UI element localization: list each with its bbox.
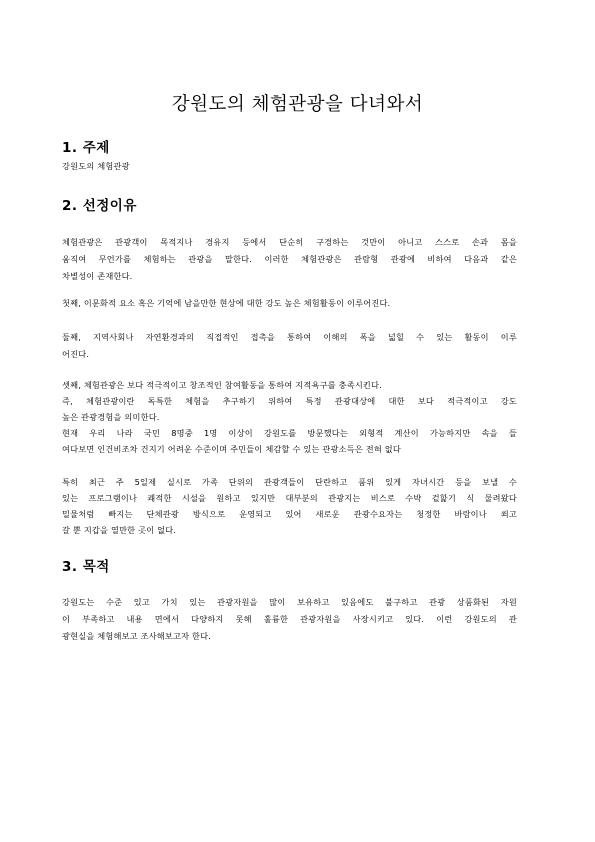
paragraph-line: 차별성이 존재한다. — [62, 271, 133, 281]
section-heading-topic: 1. 주제 — [62, 140, 110, 156]
paragraph-line: 체험관광은 관광객이 목적지나 경유지 등에서 단순히 구경하는 것만이 아니고 스스로 손과 몸을 — [62, 237, 517, 247]
paragraph-line: 현재 우리 나라 국민 8명중 1명 이상이 강원도를 방문했다는 외형적 계산이 가능하지만 속을 들 — [62, 428, 517, 438]
paragraph-line: 높은 관광경험을 의미한다. — [62, 412, 160, 422]
paragraph-line: 특히 최근 주 5일제 실시로 가족 단위의 관광객들이 단란하고 품위 있게 자녀시간 등을 보낼 수 — [62, 477, 517, 487]
paragraph-line: 즉, 체험관광이란 독특한 체험을 추구하기 위하여 특정 관광대상에 대한 보다 적극적이고 강도 — [62, 396, 517, 406]
paragraph-line: 움직여 무언가를 체험하는 관광을 말한다. 이러한 체험관광은 관람형 관광에 비하여 다음과 같은 — [62, 254, 517, 264]
paragraph-line: 밀물처럼 빠지는 단체관광 방식으로 운영되고 있어 새로운 관광수요자는 청정한 바람이나 쐬고 — [62, 509, 517, 519]
topic-text: 강원도의 체험관광 — [62, 161, 130, 171]
page-title: 강원도의 체험관광을 다녀와서 — [171, 94, 424, 115]
paragraph-line: 어진다. — [62, 349, 90, 359]
paragraph-line: 갈 뿐 지갑을 열만한 곳이 없다. — [62, 525, 177, 535]
paragraph-line: 첫째, 이문화적 요소 혹은 기억에 남을만한 현상에 대한 강도 높은 체험활동이 이루어진다. — [62, 298, 391, 308]
paragraph-line: 강원도는 수준 있고 가치 있는 관광자원을 많이 보유하고 있음에도 불구하고 관광 상품화된 자원 — [62, 597, 517, 607]
section-heading-purpose: 3. 목적 — [62, 559, 110, 575]
paragraph-line: 이 부족하고 내용 면에서 다양하지 못해 훌륭한 관광자원을 사장시키고 있다. 이런 강원도의 관 — [62, 614, 517, 624]
paragraph-line: 여다보면 인건비조차 건지기 어려운 수준이며 주민들이 체감할 수 있는 관광소득은 전혀 없다 — [62, 444, 401, 454]
paragraph-line: 셋째, 체험관광은 보다 적극적이고 창조적인 참여활동을 통하여 지적욕구를 충족시킨다. — [62, 380, 382, 390]
paragraph-line: 있는 프로그램이나 쾌적한 시설을 원하고 있지만 대부분의 관광지는 비스로 수박 겉핥기 식 물려왔다 — [62, 493, 517, 503]
section-heading-reason: 2. 선정이유 — [62, 198, 137, 214]
paragraph-line: 광현실을 체험해보고 조사해보고자 한다. — [62, 631, 212, 641]
paragraph-line: 둘째, 지역사회나 자연환경과의 직접적인 접촉을 통하여 이해의 폭을 넓힐 수 있는 활동이 이루 — [62, 332, 517, 342]
